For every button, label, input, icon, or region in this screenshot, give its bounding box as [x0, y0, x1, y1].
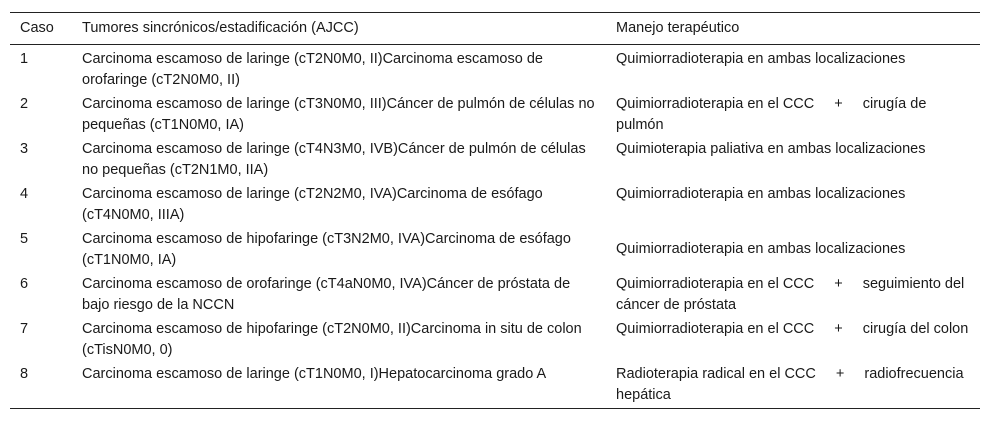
cell-caso: 3: [20, 141, 29, 157]
header-tumores: Tumores sincrónicos/estadificación (AJCC): [82, 20, 359, 36]
plus-sign: +: [835, 366, 845, 382]
plus-sign: +: [834, 321, 843, 337]
manejo-text: Quimiorradioterapia en ambas localizaciones: [616, 51, 906, 67]
table-row: [10, 228, 980, 273]
manejo-text: Quimiorradioterapia en ambas localizaciones: [616, 186, 906, 202]
plus-sign: +: [834, 96, 843, 112]
cell-tumores: Carcinoma escamoso de hipofaringe (cT3N2M0, IVA)Carcinoma de esófago (cT1N0M0, IA): [82, 231, 571, 268]
synchronous-tumors-table: [10, 12, 980, 409]
cell-tumores: Carcinoma escamoso de laringe (cT1N0M0, I)Hepatocarcinoma grado A: [82, 366, 547, 382]
table-row: [10, 273, 980, 318]
manejo-text: Quimiorradioterapia en ambas localizaciones: [616, 241, 906, 257]
cell-caso: 8: [20, 366, 29, 382]
manejo-text: seguimiento del cáncer de próstata: [616, 276, 965, 313]
cell-manejo: [606, 93, 980, 138]
synchronous-tumors-table-container: [10, 12, 980, 409]
table-header: [10, 13, 980, 45]
manejo-text: radiofrecuencia hepática: [616, 366, 964, 403]
cell-manejo: [606, 183, 980, 228]
cell-caso: 6: [20, 276, 29, 292]
cell-manejo: [606, 138, 980, 183]
manejo-text: Quimiorradioterapia en el CCC: [616, 321, 815, 337]
cell-manejo: [606, 273, 980, 318]
table-row: [10, 183, 980, 228]
cell-caso: 2: [20, 96, 29, 112]
cell-tumores: Carcinoma escamoso de laringe (cT2N0M0, II)Carcinoma escamoso de orofaringe (cT2N0M0, II): [82, 51, 543, 88]
table-row: [10, 363, 980, 409]
cell-tumores: Carcinoma escamoso de laringe (cT4N3M0, IVB)Cáncer de pulmón de células no pequeñas (cT2N1M0, IIA): [82, 141, 586, 178]
cell-caso: 5: [20, 231, 29, 247]
cell-manejo: [606, 45, 980, 94]
manejo-text: Quimiorradioterapia en el CCC: [616, 276, 815, 292]
manejo-text: cirugía de pulmón: [616, 96, 927, 133]
manejo-text: Radioterapia radical en el CCC: [616, 366, 816, 382]
header-row: [10, 13, 980, 45]
header-caso: Caso: [20, 20, 54, 36]
cell-manejo: [606, 318, 980, 363]
cell-tumores: Carcinoma escamoso de laringe (cT2N2M0, IVA)Carcinoma de esófago (cT4N0M0, IIIA): [82, 186, 543, 223]
table-body: [10, 45, 980, 409]
header-manejo: Manejo terapéutico: [616, 20, 740, 36]
table-row: [10, 45, 980, 94]
table-row: [10, 93, 980, 138]
manejo-text: Quimioterapia paliativa en ambas localizaciones: [616, 141, 926, 157]
manejo-text: Quimiorradioterapia en el CCC: [616, 96, 815, 112]
plus-sign: +: [834, 276, 843, 292]
cell-caso: 7: [20, 321, 29, 337]
cell-manejo: [606, 363, 980, 409]
table-row: [10, 138, 980, 183]
cell-tumores: Carcinoma escamoso de laringe (cT3N0M0, III)Cáncer de pulmón de células no pequeñas (cT1N0M0, IA): [82, 96, 595, 133]
cell-manejo: [606, 228, 980, 273]
cell-tumores: Carcinoma escamoso de orofaringe (cT4aN0M0, IVA)Cáncer de próstata de bajo riesgo de la NCCN: [82, 276, 571, 313]
manejo-text: cirugía del colon: [862, 321, 969, 337]
cell-caso: 4: [20, 186, 29, 202]
table-row: [10, 318, 980, 363]
cell-tumores: Carcinoma escamoso de hipofaringe (cT2N0M0, II)Carcinoma in situ de colon (cTisN0M0, 0): [82, 321, 582, 358]
cell-caso: 1: [20, 51, 29, 67]
